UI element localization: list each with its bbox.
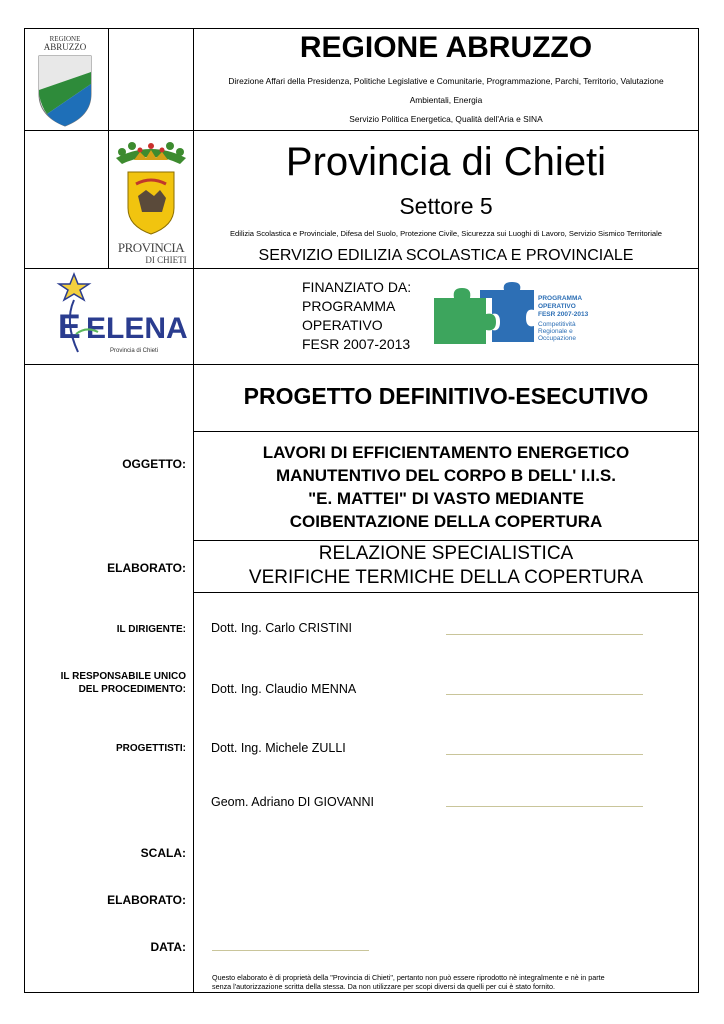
svg-text:REGIONE: REGIONE	[49, 35, 81, 43]
region-title: REGIONE ABRUZZO	[299, 31, 593, 64]
rup-label-line1: IL RESPONSABILE UNICO	[60, 671, 186, 682]
signature-line	[446, 634, 643, 635]
project-title: PROGETTO DEFINITIVO-ESECUTIVO	[243, 383, 649, 409]
fesr-logo-title3: FESR 2007-2013	[538, 311, 589, 318]
funding-line4: FESR 2007-2013	[302, 336, 411, 352]
oggetto-line1: LAVORI DI EFFICIENTAMENTO ENERGETICO	[262, 443, 630, 462]
provincia-chieti-logo	[110, 136, 192, 266]
dirigente-name: Dott. Ing. Carlo CRISTINI	[211, 621, 353, 635]
divider	[24, 268, 699, 269]
fesr-logo-sub2: Regionale e	[538, 328, 573, 335]
divider	[24, 364, 699, 365]
province-sector: Settore 5	[399, 193, 493, 219]
fesr-logo-title1: PROGRAMMA	[538, 295, 583, 302]
funding-line2: PROGRAMMA	[302, 298, 396, 314]
funding-line1: FINANZIATO DA:	[302, 279, 412, 295]
fesr-logo-sub3: Occupazione	[538, 335, 576, 342]
date-line	[212, 950, 369, 951]
signature-line	[446, 806, 643, 807]
region-subtitle-line2: Ambientali, Energia	[409, 95, 483, 105]
progettisti-label: PROGETTISTI:	[116, 743, 186, 754]
regione-abruzzo-logo	[33, 32, 97, 128]
divider	[193, 592, 699, 593]
region-subtitle-line1: Direzione Affari della Presidenza, Politiche Legislative e Comunitarie, Programmazione, Parchi, Territorio, Valutazione	[228, 76, 664, 86]
divider	[108, 28, 109, 268]
dirigente-label: IL DIRIGENTE:	[116, 624, 186, 635]
oggetto-line3: "E. MATTEI" DI VASTO MEDIANTE	[308, 489, 584, 508]
divider	[193, 540, 699, 541]
fesr-puzzle-logo	[430, 280, 600, 348]
elaborato-line2: VERIFICHE TERMICHE DELLA COPERTURA	[248, 567, 644, 588]
elena-logo-text: ELENA	[86, 312, 188, 345]
oggetto-line4: COIBENTAZIONE DELLA COPERTURA	[289, 512, 603, 531]
signature-line	[446, 694, 643, 695]
rup-label-line2: DEL PROCEDIMENTO:	[78, 684, 186, 695]
elaborato-label: ELABORATO:	[107, 561, 186, 575]
fesr-logo-sub1: Competitività	[538, 321, 576, 328]
province-description: Edilizia Scolastica e Provinciale, Difesa del Suolo, Protezione Civile, Sicurezza sui Luoghi di Lavoro, Servizio Sismico Territoriale	[229, 229, 663, 238]
footer-elaborato-label: ELABORATO:	[107, 893, 186, 907]
svg-text:DI CHIETI: DI CHIETI	[145, 255, 187, 265]
elena-logo	[56, 272, 188, 362]
oggetto-line2: MANUTENTIVO DEL CORPO B DELL' I.I.S.	[276, 466, 616, 485]
divider	[193, 431, 699, 432]
province-title: Provincia di Chieti	[285, 140, 607, 184]
funding-line3: OPERATIVO	[302, 317, 383, 333]
svg-text:ABRUZZO: ABRUZZO	[43, 42, 87, 52]
divider	[24, 130, 699, 131]
elaborato-line1: RELAZIONE SPECIALISTICA	[318, 543, 574, 564]
progettista-2-name: Geom. Adriano DI GIOVANNI	[211, 795, 375, 809]
elena-logo-sub: Provincia di Chieti	[110, 348, 159, 354]
oggetto-label: OGGETTO:	[122, 457, 186, 471]
svg-text:PROVINCIA: PROVINCIA	[117, 240, 185, 255]
data-label: DATA:	[150, 940, 186, 954]
fesr-logo-title2: OPERATIVO	[538, 303, 576, 310]
svg-text:E: E	[58, 308, 81, 346]
signature-line	[446, 754, 643, 755]
region-subtitle-line3: Servizio Politica Energetica, Qualità dell'Aria e SINA	[349, 114, 543, 124]
province-service: SERVIZIO EDILIZIA SCOLASTICA E PROVINCIALE	[258, 247, 634, 264]
ownership-note-line2: senza l'autorizzazione scritta della stessa. Da non utilizzare per scopi diversi da quelli per cui è stato fornito.	[212, 982, 555, 991]
progettista-1-name: Dott. Ing. Michele ZULLI	[211, 741, 346, 755]
rup-name: Dott. Ing. Claudio MENNA	[211, 682, 357, 696]
scala-label: SCALA:	[140, 846, 186, 860]
ownership-note-line1: Questo elaborato è di proprietà della "Provincia di Chieti", pertanto non può essere riprodotto nè integralmente e nè in parte	[212, 973, 605, 982]
